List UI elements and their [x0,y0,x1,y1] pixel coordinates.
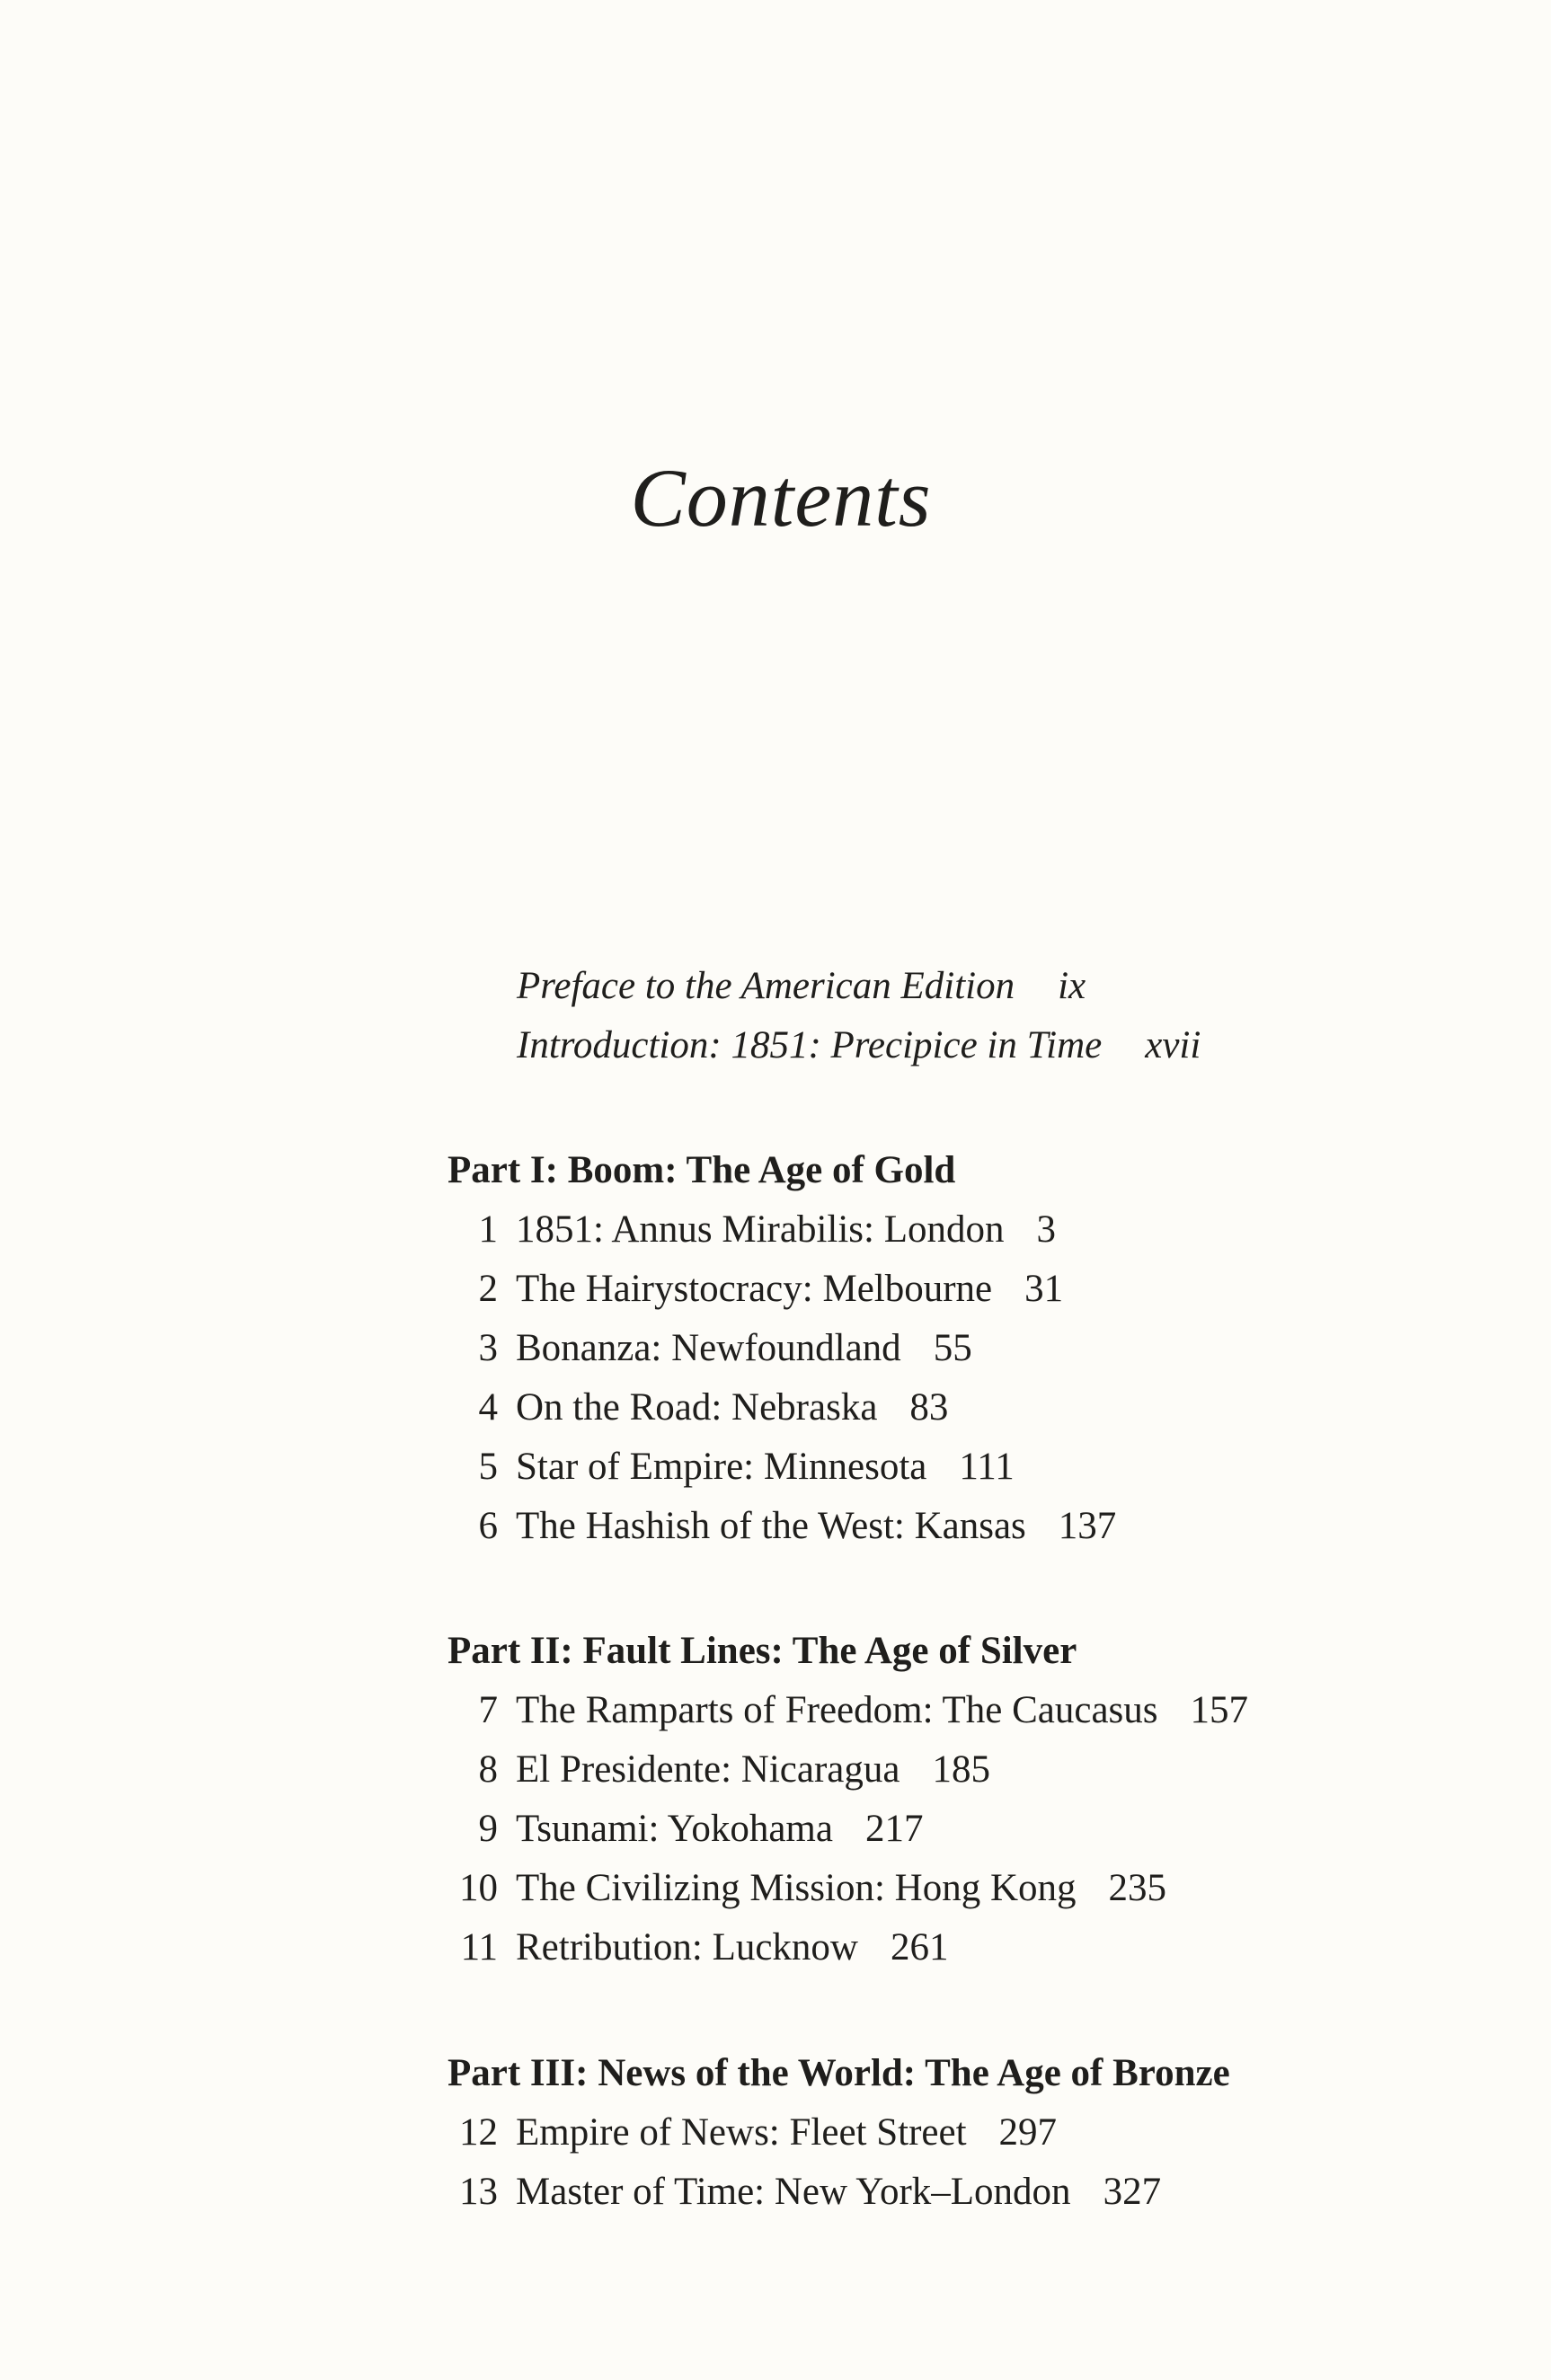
chapter-number: 1 [478,1208,498,1251]
chapter-entry [448,1681,1248,1740]
chapter-number: 8 [478,1748,498,1791]
part-section [448,1622,1248,1977]
front-matter-title: Preface to the American Edition [517,965,1015,1007]
chapter-page: 327 [1103,2171,1162,2213]
chapter-entry [448,1260,1116,1319]
front-matter-item [517,957,1201,1016]
chapter-title: On the Road: Nebraska [516,1386,878,1429]
chapter-number: 9 [478,1808,498,1850]
chapter-page: 297 [998,2111,1058,2154]
chapter-number: 2 [478,1268,498,1310]
chapter-page: 185 [932,1748,990,1791]
part-section [448,2044,1230,2222]
chapter-page: 31 [1024,1268,1064,1310]
chapter-entry [448,1859,1248,1918]
chapter-number: 13 [459,2171,498,2213]
chapter-title: El Presidente: Nicaragua [516,1748,900,1791]
part-section [448,1141,1116,1556]
chapter-number: 10 [459,1867,498,1909]
chapter-title: The Civilizing Mission: Hong Kong [516,1867,1077,1909]
chapter-entry [448,1378,1116,1438]
chapter-entry [448,1800,1248,1859]
chapter-title: Bonanza: Newfoundland [516,1327,901,1369]
chapter-entry [448,2103,1230,2163]
chapter-page: 55 [933,1327,972,1369]
chapter-title: Retribution: Lucknow [516,1926,858,1969]
chapter-page: 83 [909,1386,949,1429]
chapter-title: 1851: Annus Mirabilis: London [516,1208,1005,1251]
chapter-page: 137 [1058,1505,1117,1547]
chapter-entry [448,1319,1116,1378]
chapter-title: Empire of News: Fleet Street [516,2111,967,2154]
chapter-title: The Hashish of the West: Kansas [516,1505,1026,1547]
chapter-page: 235 [1108,1867,1166,1909]
chapter-number: 12 [459,2111,498,2154]
chapter-title: The Ramparts of Freedom: The Caucasus [516,1689,1158,1731]
front-matter-item [517,1016,1201,1075]
chapter-number: 7 [478,1689,498,1731]
part-heading: Part II: Fault Lines: The Age of Silver [448,1630,1077,1672]
part-heading: Part I: Boom: The Age of Gold [448,1149,956,1191]
page-title: Contents [630,452,932,544]
chapter-entry [448,2163,1230,2222]
chapter-entry [448,1918,1248,1977]
chapter-entry [448,1438,1116,1497]
chapter-page: 111 [959,1446,1015,1488]
chapter-number: 6 [478,1505,498,1547]
chapter-entry [448,1497,1116,1556]
chapter-title: Star of Empire: Minnesota [516,1446,927,1488]
chapter-title: Tsunami: Yokohama [516,1808,833,1850]
front-matter-page: ix [1058,965,1086,1007]
chapter-entry [448,1740,1248,1800]
chapter-entry [448,1200,1116,1260]
chapter-number: 4 [478,1386,498,1429]
front-matter-title: Introduction: 1851: Precipice in Time [517,1024,1103,1066]
front-matter [517,957,1201,1075]
chapter-number: 5 [478,1446,498,1488]
front-matter-page: xvii [1145,1024,1201,1066]
part-heading: Part III: News of the World: The Age of Bronze [448,2052,1230,2094]
chapter-page: 217 [864,1808,924,1850]
chapter-page: 261 [890,1926,949,1969]
chapter-number: 3 [478,1327,498,1369]
chapter-title: The Hairystocracy: Melbourne [516,1268,993,1310]
chapter-page: 3 [1036,1208,1056,1251]
chapter-page: 157 [1190,1689,1248,1731]
chapter-number: 11 [460,1926,498,1969]
chapter-title: Master of Time: New York–London [516,2171,1071,2213]
